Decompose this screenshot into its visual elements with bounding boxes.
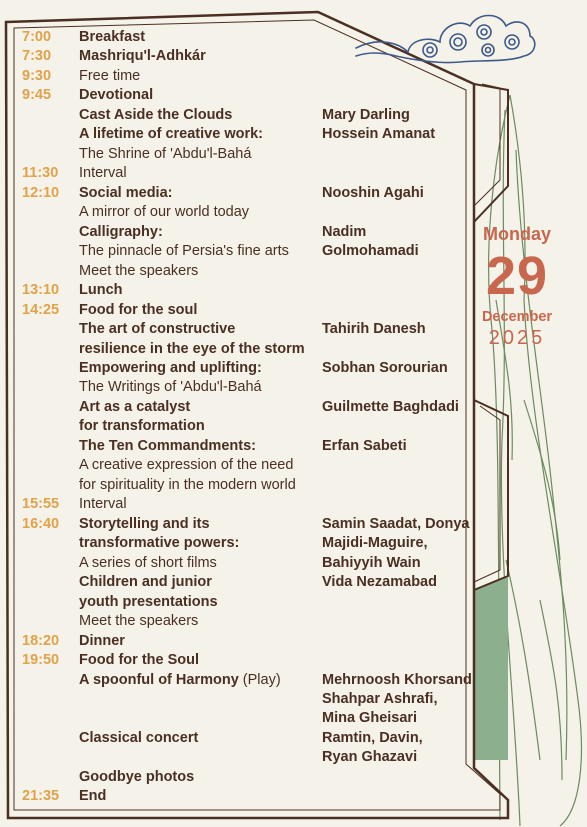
schedule-time: 13:10 [22, 282, 60, 299]
schedule-title-text: Classical concert [79, 729, 199, 746]
schedule-title-text: Storytelling and its [79, 515, 210, 532]
schedule-title-text: youth presentations [79, 593, 218, 610]
date-year: 2025 [488, 327, 546, 349]
schedule-title [79, 223, 163, 242]
schedule-subtitle: The Shrine of 'Abdu'l-Bahá [79, 145, 252, 162]
schedule-title [79, 340, 305, 359]
schedule-speaker: Tahirih Danesh [322, 321, 426, 338]
schedule-title-text: Cast Aside the Clouds [79, 106, 233, 123]
schedule-time: 7:00 [22, 29, 52, 45]
schedule-speaker: Ryan Ghazavi [322, 749, 418, 766]
green-panel [474, 576, 508, 760]
schedule-speaker: Hossein Amanat [322, 126, 436, 143]
schedule-title [79, 398, 190, 417]
schedule-title [79, 593, 218, 612]
schedule-title [79, 320, 235, 339]
schedule-title-text: Interval [79, 165, 127, 182]
schedule-title-text: Social media: [79, 184, 173, 201]
schedule-subtitle: A series of short films [79, 554, 217, 571]
schedule-title-text: Lunch [79, 282, 123, 299]
schedule-title [79, 47, 206, 66]
schedule-speaker: Vida Nezamabad [322, 574, 437, 591]
schedule-title [79, 281, 123, 300]
schedule-speaker: Mehrnoosh Khorsand, [322, 671, 476, 688]
schedule-speaker: Guilmette Baghdadi [322, 398, 459, 415]
schedule-title [79, 729, 198, 748]
schedule-title [79, 184, 172, 203]
date-month: December [481, 309, 553, 325]
schedule-time: 16:40 [22, 515, 60, 532]
schedule-title-text: Calligraphy: [79, 223, 163, 240]
schedule-time: 9:30 [22, 67, 52, 84]
schedule-speaker: Erfan Sabeti [322, 437, 407, 454]
schedule-title-text: Interval [79, 496, 127, 513]
schedule-title-text: Empowering and uplifting: [79, 359, 262, 376]
schedule-title [79, 787, 106, 806]
schedule-subtitle: A creative expression of the need [79, 457, 294, 474]
schedule-speaker: Mina Gheisari [322, 710, 418, 727]
schedule-time: 12:10 [22, 184, 60, 201]
schedule-time: 18:20 [22, 632, 60, 649]
schedule-title-text: The art of constructive [79, 321, 236, 338]
schedule-time: 21:35 [22, 788, 60, 805]
cloud-icon [356, 16, 535, 63]
schedule-title [79, 515, 210, 534]
schedule-subtitle: Meet the speakers [79, 262, 199, 279]
schedule-speaker: Samin Saadat, Donya [322, 515, 470, 532]
schedule-speaker: Bahiyyih Wain [322, 554, 421, 571]
schedule-title-text: Children and junior [79, 574, 212, 591]
schedule-title [79, 632, 125, 651]
schedule-title [79, 671, 281, 690]
schedule-speaker: Shahpar Ashrafi, [322, 690, 438, 707]
schedule-title [79, 301, 197, 320]
schedule-speaker: Sobhan Sorourian [322, 359, 448, 376]
schedule-title-text: Food for the Soul [79, 652, 200, 669]
schedule-title-note: (Play) [238, 671, 281, 688]
schedule-title [79, 495, 127, 514]
schedule-title-text: transformative powers: [79, 535, 240, 552]
schedule-title-text: for transformation [79, 418, 205, 435]
schedule-title-text: Goodbye photos [79, 768, 195, 785]
schedule-subtitle: The pinnacle of Persia's fine arts [79, 243, 289, 260]
schedule-title [79, 417, 205, 436]
schedule-title [79, 768, 194, 787]
schedule-title-text: The Ten Commandments: [79, 437, 256, 454]
schedule-speaker: Mary Darling [322, 106, 410, 123]
schedule-title-text: Breakfast [79, 29, 146, 45]
schedule-speaker: Golmohamadi [322, 243, 419, 260]
schedule-title [79, 106, 232, 125]
schedule-title [79, 651, 199, 670]
schedule-speaker: Majidi-Maguire, [322, 535, 428, 552]
schedule-title [79, 67, 140, 86]
schedule-subtitle: for spirituality in the modern world [79, 476, 296, 493]
schedule-title-text: Art as a catalyst [79, 398, 191, 415]
schedule-time: 19:50 [22, 652, 60, 669]
schedule-title-text: A spoonful of Harmony [79, 671, 239, 688]
schedule-title-text: Free time [79, 67, 141, 84]
date-day-number: 29 [485, 246, 549, 306]
schedule-time: 15:55 [22, 496, 60, 513]
schedule-title-text: End [79, 788, 107, 805]
date-block [474, 222, 560, 350]
schedule-subtitle: Meet the speakers [79, 613, 199, 630]
schedule-time: 11:30 [22, 165, 59, 182]
schedule-speaker: Ramtin, Davin, [322, 729, 423, 746]
schedule-title [79, 28, 145, 47]
schedule-title [79, 437, 256, 456]
schedule-title-text: A lifetime of creative work: [79, 126, 263, 143]
schedule-title [79, 573, 212, 592]
schedule-title-text: Food for the soul [79, 301, 198, 318]
schedule-subtitle: A mirror of our world today [79, 204, 250, 221]
schedule-time: 14:25 [22, 301, 60, 318]
schedule-title-text: resilience in the eye of the storm [79, 340, 305, 357]
schedule-title [79, 125, 263, 144]
schedule-subtitle: The Writings of 'Abdu'l-Bahá [79, 379, 262, 396]
schedule-speaker: Nooshin Agahi [322, 184, 424, 201]
schedule-title [79, 86, 153, 105]
schedule-time: 7:30 [22, 48, 52, 65]
schedule-title-text: Devotional [79, 87, 154, 104]
schedule-title [79, 534, 239, 553]
schedule-time: 9:45 [22, 87, 52, 104]
schedule-title [79, 164, 127, 183]
schedule-title-text: Mashriqu'l-Adhkár [79, 48, 206, 65]
date-weekday: Monday [482, 224, 551, 244]
schedule-title [79, 359, 262, 378]
schedule-title-text: Dinner [79, 632, 125, 649]
schedule-speaker: Nadim [322, 223, 367, 240]
